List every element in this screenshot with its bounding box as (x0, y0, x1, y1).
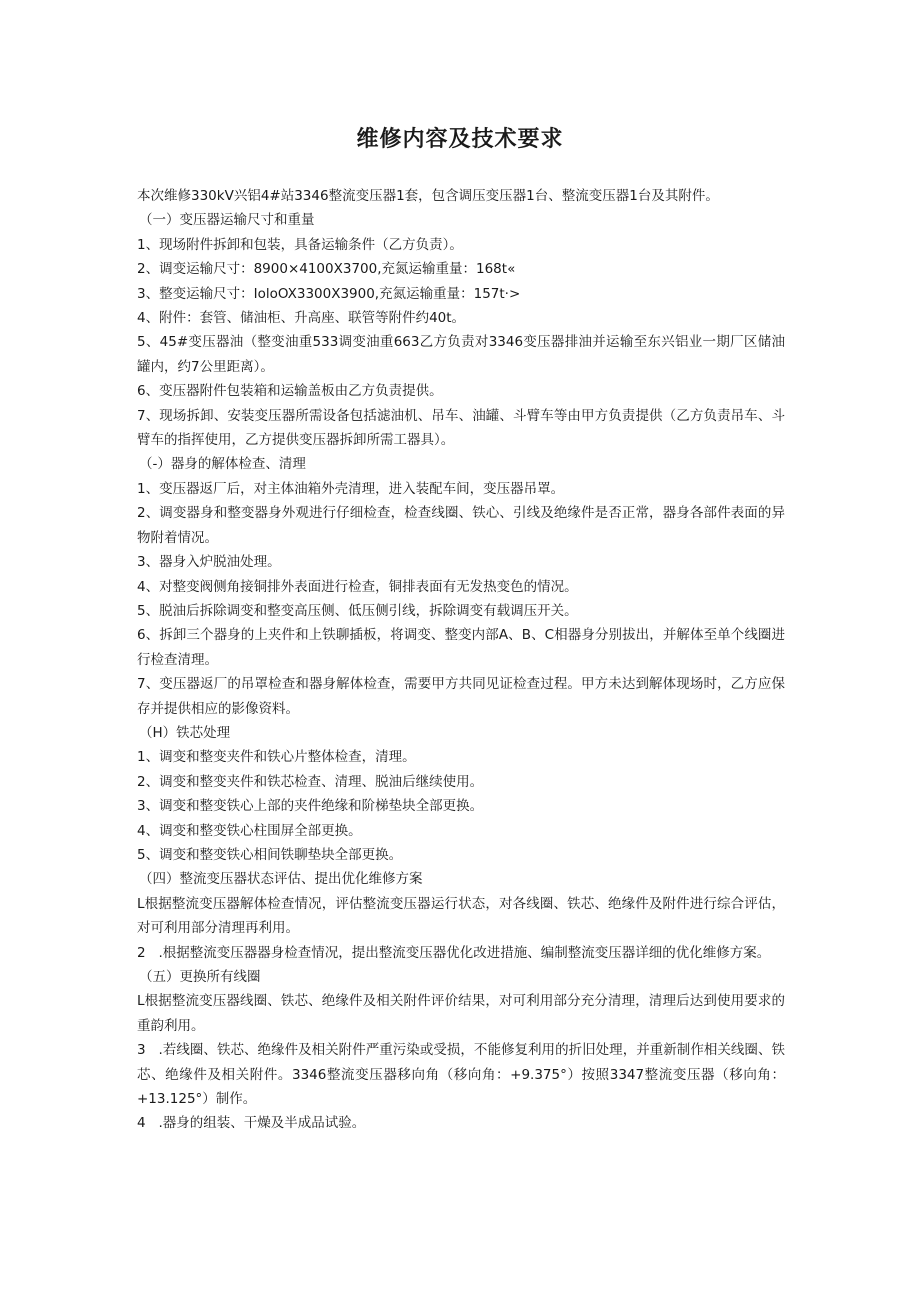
list-item: 3、整变运输尺寸：IoloOX3300X3900,充氮运输重量：157t·> (137, 285, 521, 302)
list-item: L根据整流变压器线圈、铁芯、绝缘件及相关附件评价结果，对可利用部分充分清理，清理后达到使用要求的重韵利用。 (137, 993, 785, 1034)
section-heading-3: （H）铁芯处理 (139, 724, 231, 741)
list-item: 1、调变和整变夹件和铁心片整体检查，清理。 (137, 749, 416, 766)
list-item: 7、变压器返厂的吊罩检查和器身解体检查，需要甲方共同见证检查过程。甲方未达到解体现场时，乙方应保存并提供相应的影像资料。 (137, 676, 785, 717)
section-heading-2: （-）器身的解体检查、清理 (139, 456, 306, 473)
list-item: 4 .器身的组装、干燥及半成品试验。 (137, 1115, 366, 1132)
intro-paragraph: 本次维修330kV兴铝4#站3346整流变压器1套，包含调压变压器1台、整流变压器1台及其附件。 (137, 188, 719, 204)
section-heading-5: （五）更换所有线圈 (139, 969, 261, 985)
list-item: 2、调变运输尺寸：8900×4100X3700,充氮运输重量：168t« (137, 261, 516, 278)
list-item: 6、变压器附件包装箱和运输盖板由乙方负责提供。 (137, 383, 443, 400)
list-item: 4、调变和整变铁心柱围屏全部更换。 (137, 822, 362, 839)
list-item: 3、调变和整变铁心上部的夹件绝缘和阶梯垫块全部更换。 (137, 798, 484, 815)
list-item: 2、调变和整变夹件和铁芯检查、清理、脱油后继续使用。 (137, 773, 484, 790)
list-item: 4、对整变阀侧角接铜排外表面进行检查，铜排表面有无发热变色的情况。 (137, 578, 578, 595)
list-item: L根据整流变压器解体检查情况，评估整流变压器运行状态，对各线圈、铁芯、绝缘件及附件进行综合评估，对可利用部分清理再利用。 (137, 895, 785, 937)
list-item: 5、45#变压器油（整变油重533调变油重663乙方负责对3346变压器排油并运输至东兴铝业一期厂区储油罐内，约7公里距离）。 (137, 334, 785, 375)
list-item: 4、附件：套管、储油柜、升高座、联管等附件约40t。 (137, 310, 466, 327)
list-item: 1、变压器返厂后，对主体油箱外壳清理，进入装配车间，变压器吊罩。 (137, 480, 565, 497)
list-item: 3 .若线圈、铁芯、绝缘件及相关附件严重污染或受损，不能修复利用的折旧处理，并重新制作相关线圈、铁芯、绝缘件及相关附件。3346整流变压器移向角（移向角：+9.375°）按照3347整流变压器（移向角：+13.125°）制作。 (137, 1042, 785, 1108)
list-item: 2、调变器身和整变器身外观进行仔细检查，检查线圈、铁心、引线及绝缘件是否正常，器身各部件表面的异物附着情况。 (137, 505, 785, 546)
section-heading-4: （四）整流变压器状态评估、提出优化维修方案 (139, 871, 423, 888)
list-item: 3、器身入炉脱油处理。 (137, 554, 281, 571)
list-item: 2 .根据整流变压器器身检查情况，提出整流变压器优化改进措施、编制整流变压器详细的优化维修方案。 (137, 944, 771, 961)
list-item: 6、拆卸三个器身的上夹件和上铁聊插板，将调变、整变内部A、B、C相器身分别拔出，并解体至单个线圈进行检查清理。 (137, 627, 785, 668)
document-body (137, 184, 785, 1136)
list-item: 5、脱油后拆除调变和整变高压侧、低压侧引线，拆除调变有载调压开关。 (137, 602, 578, 619)
section-heading-1: （一）变压器运输尺寸和重量 (139, 212, 315, 229)
page-title: 维修内容及技术要求 (356, 127, 564, 152)
list-item: 7、现场拆卸、安装变压器所需设备包括滤油机、吊车、油罐、斗臂车等由甲方负责提供（乙方负责吊车、斗臂车的指挥使用，乙方提供变压器拆卸所需工器具）。 (137, 407, 785, 449)
list-item: 1、现场附件拆卸和包装，具备运输条件（乙方负责）。 (137, 236, 463, 253)
list-item: 5、调变和整变铁心相间铁聊垫块全部更换。 (137, 846, 403, 863)
